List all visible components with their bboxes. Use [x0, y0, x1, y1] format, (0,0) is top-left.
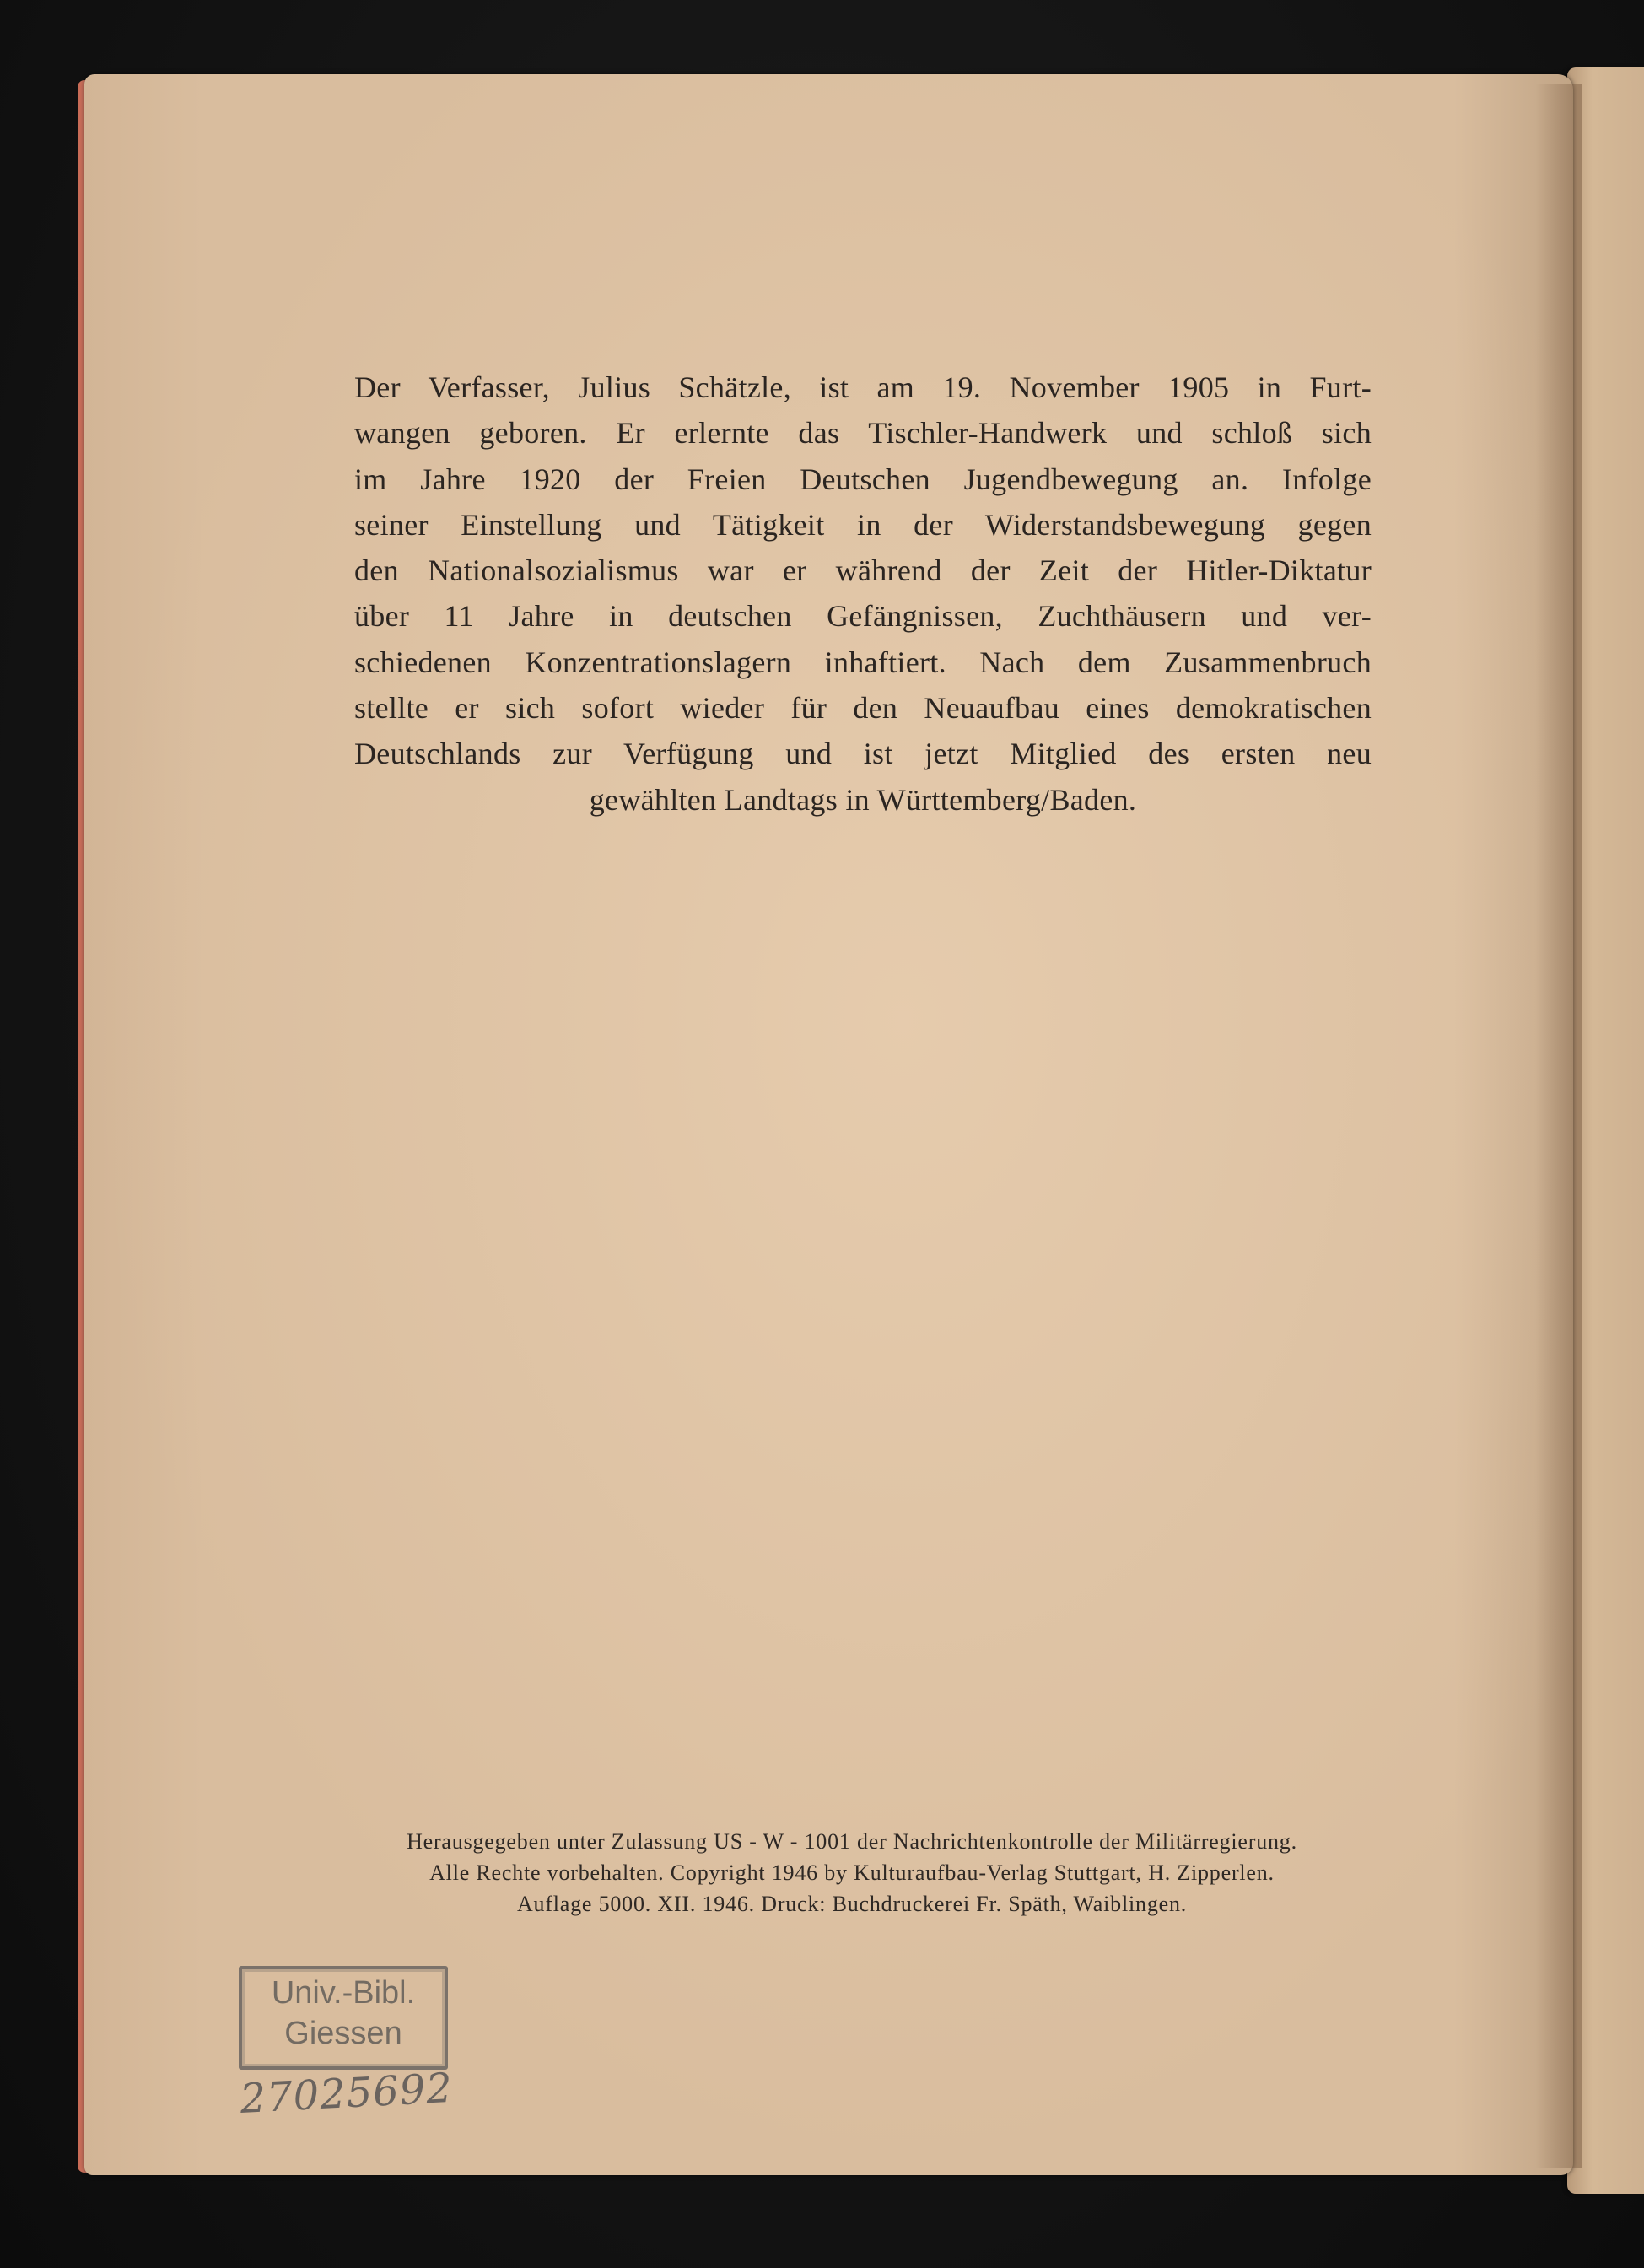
- biography-line: gewählten Landtags in Württemberg/Baden.: [589, 782, 1137, 817]
- biography-line: im Jahre 1920 der Freien Deutschen Jugendbewegung an. Infolge: [354, 462, 1372, 496]
- handwritten-shelfmark: 27025692: [239, 2064, 455, 2123]
- imprint-line: Auflage 5000. XII. 1946. Druck: Buchdruckerei Fr. Späth, Waiblingen.: [516, 1892, 1188, 1916]
- imprint-line: Alle Rechte vorbehalten. Copyright 1946 by Kulturaufbau-Verlag Stuttgart, H. Zipperlen.: [429, 1860, 1275, 1885]
- biography-line: Der Verfasser, Julius Schätzle, ist am 19. November 1905 in Furt-: [354, 370, 1372, 404]
- publication-imprint: [287, 1826, 1417, 1920]
- stamp-line-1: Univ.-Bibl.: [271, 1975, 416, 2011]
- biography-line: wangen geboren. Er erlernte das Tischler-Handwerk und schloß sich: [354, 416, 1372, 451]
- biography-line: schiedenen Konzentrationslagern inhaftiert. Nach dem Zusammenbruch: [354, 645, 1372, 679]
- biography-line: den Nationalsozialismus war er während der Zeit der Hitler-Diktatur: [354, 554, 1372, 588]
- imprint-line: Herausgegeben unter Zulassung US - W - 1001 der Nachrichtenkontrolle der Militärregierung.: [407, 1829, 1297, 1854]
- author-biography: [354, 364, 1372, 823]
- biography-line: über 11 Jahre in deutschen Gefängnissen, Zuchthäusern und ver-: [354, 599, 1372, 634]
- biography-line: stellte er sich sofort wieder für den Neuaufbau eines demokratischen: [354, 691, 1372, 726]
- page-gutter-shadow: [1535, 84, 1582, 2168]
- library-stamp: [239, 1966, 448, 2070]
- biography-line: seiner Einstellung und Tätigkeit in der Widerstandsbewegung gegen: [354, 507, 1372, 542]
- biography-line: Deutschlands zur Verfügung und ist jetzt Mitglied des ersten neu: [354, 737, 1372, 771]
- stamp-line-2: Giessen: [284, 2016, 402, 2051]
